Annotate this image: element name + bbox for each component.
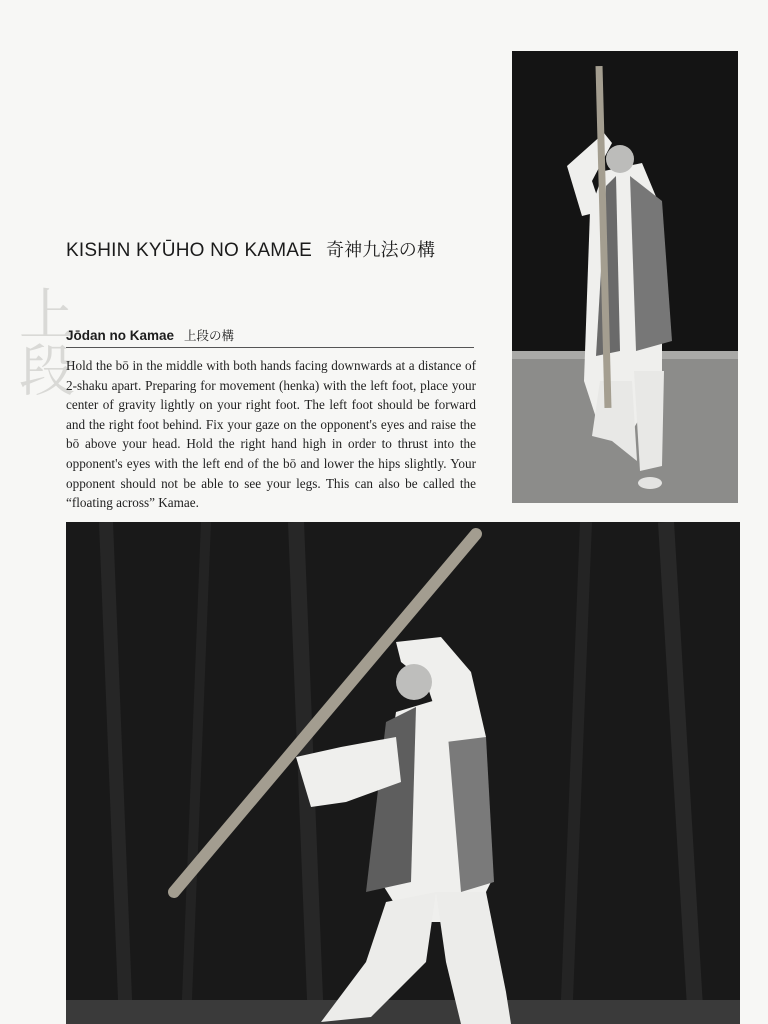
photo-vertical-stance: [512, 51, 738, 503]
subsection-heading: [66, 326, 474, 348]
photo-diagonal-stance: [66, 522, 740, 1024]
section-title-japanese: 奇神九法の構: [325, 240, 436, 261]
subsection-title: Jōdan no Kamae: [66, 328, 175, 343]
section-title: [66, 236, 435, 262]
body-paragraph: Hold the bō in the middle with both hands facing downwards at a distance of 2-shaku apart. Preparing for movement (henka) with the left foot, place your center of gravity lightly on your right foot. The left foot should be forward and the right foot behind. Fix your gaze on the opponent's eyes and raise the bō above your head. Hold the right hand high in order to thrust into the opponent's eyes with the left end of the bō and lower the hips slightly. Your opponent should not be able to see your legs. This can also be called the “floating across” Kamae.: [66, 358, 476, 511]
subsection-title-japanese: 上段の構: [184, 328, 235, 343]
photo-vertical-stance-illustration: [512, 51, 738, 503]
section-title-text: KISHIN KYŪHO NO KAMAE: [66, 240, 312, 261]
photo-diagonal-stance-illustration: [66, 522, 740, 1024]
kanji-watermark: 上段: [10, 285, 75, 397]
